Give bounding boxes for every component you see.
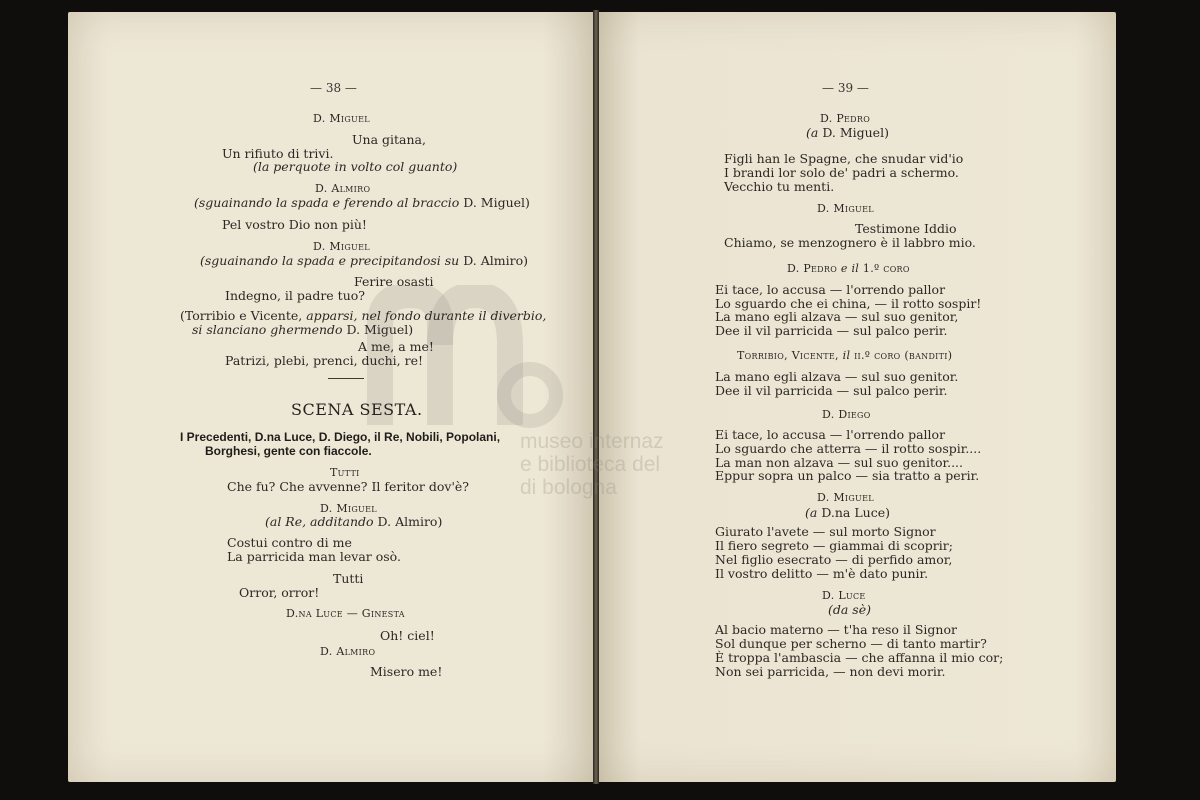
speaker-label: Tutti	[333, 571, 364, 586]
stage-direction: (la perquote in volto col guanto)	[253, 159, 458, 174]
verse-line: Indegno, il padre tuo?	[225, 288, 365, 303]
stage-direction-name: D.na Luce)	[821, 505, 890, 520]
verse-line: A me, a me!	[358, 339, 434, 354]
verse-line: Figli han le Spagne, che snudar vid'io	[724, 151, 964, 166]
stage-direction	[265, 514, 442, 529]
stage-direction-italic: (a	[805, 505, 822, 520]
stage-direction	[806, 125, 889, 140]
speaker-name: ii.º coro (banditi)	[850, 349, 953, 362]
stage-direction-name: D. Miguel)	[822, 125, 889, 140]
speaker-label: Tutti	[330, 466, 360, 479]
verse-line: Ei tace, lo accusa — l'orrendo pallor	[715, 427, 946, 442]
scene-cast: I Precedenti, D.na Luce, D. Diego, il Re, Nobili, Popolani,	[180, 430, 501, 444]
page-number-left: — 38 —	[310, 81, 357, 95]
book-gutter	[593, 10, 599, 784]
watermark-text	[520, 430, 664, 499]
verse-line: La mano egli alzava — sul suo genitor,	[715, 309, 959, 324]
speaker-label: D. Almiro	[320, 645, 376, 658]
speaker-name: D. Pedro	[787, 262, 841, 275]
speaker-label	[737, 348, 952, 363]
speaker-label: D. Luce	[822, 589, 866, 602]
speaker-label: D. Miguel	[313, 112, 370, 125]
watermark-line: di bologna	[520, 476, 617, 499]
verse-line: È troppa l'ambascia — che affanna il mio cor;	[715, 650, 1004, 665]
verse-line: La man non alzava — sul suo genitor....	[715, 455, 963, 470]
speaker-label: D.na Luce — Ginesta	[286, 607, 405, 620]
verse-line: Dee il vil parricida — sul palco perir.	[715, 383, 948, 398]
speaker-label: D. Miguel	[817, 202, 874, 215]
verse-line: Chiamo, se menzognero è il labbro mio.	[724, 235, 976, 250]
verse-line: Giurato l'avete — sul morto Signor	[715, 524, 936, 539]
watermark-line: e biblioteca del	[520, 453, 661, 476]
stage-direction-italic: (sguainando la spada e precipitandosi su	[200, 253, 464, 268]
verse-line: Orror, orror!	[239, 585, 320, 600]
verse-line: La parricida man levar osò.	[227, 549, 401, 564]
verse-line: Ei tace, lo accusa — l'orrendo pallor	[715, 282, 946, 297]
verse-line: Vecchio tu menti.	[724, 179, 835, 194]
stage-direction-name: D. Almiro)	[377, 514, 443, 529]
verse-line: Dee il vil parricida — sul palco perir.	[715, 323, 948, 338]
speaker-label: D. Miguel	[320, 502, 377, 515]
stage-direction-italic: (a	[806, 125, 823, 140]
stage-direction-name: (Torribio e Vicente,	[180, 308, 307, 323]
verse-line: I brandi lor solo de' padri a schermo.	[724, 165, 959, 180]
verse-line: Nel figlio esecrato — di perfido amor,	[715, 552, 953, 567]
verse-line: Un rifiuto di trivi.	[222, 146, 334, 161]
stage-direction-italic: (sguainando la spada e ferendo al braccio	[194, 195, 464, 210]
verse-line: Non sei parricida, — non devi morir.	[715, 664, 946, 679]
speaker-label: D. Miguel	[817, 491, 874, 504]
stage-direction-italic: si slanciano ghermendo	[192, 322, 347, 337]
verse-line: Il vostro delitto — m'è dato punir.	[715, 566, 929, 581]
stage-direction	[192, 322, 413, 337]
speaker-label: D. Almiro	[315, 182, 371, 195]
scene-title: SCENA SESTA.	[291, 400, 423, 419]
verse-line: Il fiero segreto — giammai di scoprir;	[715, 538, 953, 553]
stage-direction	[805, 505, 890, 520]
verse-line: Patrizi, plebi, prenci, duchi, re!	[225, 353, 423, 368]
verse-line: Ferire osasti	[354, 274, 434, 289]
speaker-label: D. Pedro	[820, 112, 871, 125]
speaker-conjunction: il	[842, 349, 851, 362]
watermark-line: museo internaz	[520, 430, 664, 453]
verse-line: Che fu? Che avvenne? Il feritor dov'è?	[227, 479, 469, 494]
page-number-right: — 39 —	[822, 81, 869, 95]
speaker-name: 1.º coro	[859, 262, 910, 275]
verse-line: Testimone Iddio	[855, 221, 957, 236]
verse-line: La mano egli alzava — sul suo genitor.	[715, 369, 959, 384]
verse-line: Una gitana,	[352, 132, 426, 147]
verse-line: Costui contro di me	[227, 535, 352, 550]
verse-line: Sol dunque per scherno — di tanto martir?	[715, 636, 987, 651]
scene-cast: Borghesi, gente con fiaccole.	[205, 444, 372, 458]
speaker-label: D. Diego	[822, 408, 871, 421]
speaker-label: D. Miguel	[313, 240, 370, 253]
stage-direction-name: D. Miguel)	[463, 195, 530, 210]
verse-line: Lo sguardo che atterra — il rotto sospir....	[715, 441, 982, 456]
speaker-name: Torribio, Vicente,	[737, 349, 843, 362]
stage-direction-name: D. Almiro)	[463, 253, 528, 268]
stage-direction	[200, 253, 528, 268]
stage-direction: (da sè)	[828, 602, 871, 617]
verse-line: Misero me!	[370, 664, 443, 679]
stage-direction	[180, 308, 546, 323]
stage-direction-name: D. Miguel)	[346, 322, 414, 337]
verse-line: Eppur sopra un palco — sia tratto a perir.	[715, 468, 980, 483]
section-divider	[328, 378, 364, 379]
stage-direction-italic: apparsi, nel fondo durante il diverbio,	[306, 308, 547, 323]
speaker-label	[787, 261, 910, 276]
stage-direction-italic: (al Re, additando	[265, 514, 378, 529]
verse-line: Lo sguardo che ei china, — il rotto sospir!	[715, 296, 982, 311]
verse-line: Oh! ciel!	[380, 628, 435, 643]
verse-line: Al bacio materno — t'ha reso il Signor	[715, 622, 957, 637]
stage-direction	[194, 195, 530, 210]
verse-line: Pel vostro Dio non più!	[222, 217, 367, 232]
speaker-conjunction: e il	[840, 262, 860, 275]
